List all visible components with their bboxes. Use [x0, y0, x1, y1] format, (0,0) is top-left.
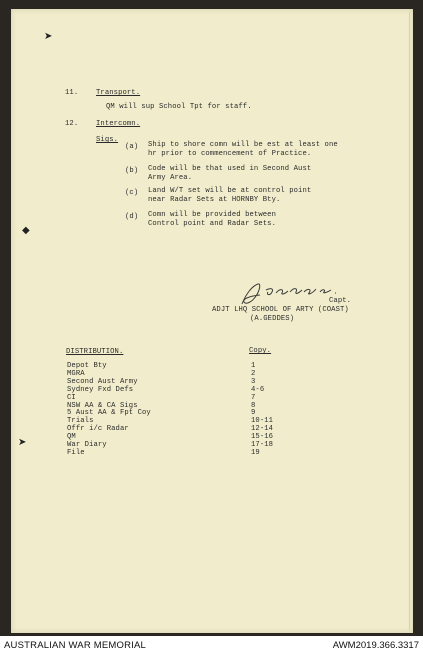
- section-11-title: Transport.: [96, 89, 141, 97]
- tack-mark-top: ➤: [44, 31, 53, 42]
- item-c-line-2: near Radar Sets at HORNBY Bty.: [148, 196, 281, 204]
- tack-mark-middle: ◆: [22, 225, 30, 236]
- distribution-heading: DISTRIBUTION.: [66, 348, 124, 356]
- distribution-copy-number: 12-14: [251, 425, 274, 434]
- section-11-number: 11.: [65, 89, 79, 97]
- distribution-recipient: NSW AA & CA Sigs: [67, 401, 138, 410]
- tack-mark-bottom: ➤: [18, 437, 27, 448]
- item-d-line-2: Control point and Radar Sets.: [148, 220, 276, 228]
- distribution-recipient: War Diary: [67, 441, 107, 449]
- distribution-copy-number: 7: [251, 393, 256, 402]
- item-a-line-2: hr prior to commencement of Practice.: [148, 150, 312, 158]
- distribution-copy-number: 4-6: [251, 385, 265, 394]
- distribution-copy-number: 9: [251, 409, 256, 418]
- section-12-subtitle: Sigs.: [96, 136, 119, 144]
- distribution-recipient: CI: [67, 393, 76, 402]
- distribution-recipient: Sydney Fxd Defs: [67, 385, 134, 394]
- footer-institution: AUSTRALIAN WAR MEMORIAL: [4, 640, 147, 651]
- item-a-line-1: Ship to shore comn will be est at least one: [148, 141, 338, 149]
- distribution-recipient: 5 Aust AA & Fpt Coy: [67, 409, 151, 418]
- footer-accession-number: AWM2019.366.3317: [332, 640, 419, 651]
- distribution-copy-number: 8: [251, 401, 256, 410]
- archive-footer: [0, 636, 423, 653]
- section-11-text: QM will sup School Tpt for staff.: [106, 103, 252, 111]
- distribution-recipient: Depot Bty: [67, 362, 107, 370]
- distribution-copy-number: 2: [251, 369, 256, 378]
- distribution-recipient: File: [67, 448, 85, 457]
- distribution-copy-number: 15-16: [251, 433, 274, 442]
- distribution-copy-number: 1: [251, 362, 256, 370]
- distribution-copy-number: 10-11: [251, 417, 274, 426]
- signature-appointment: ADJT LHQ SCHOOL OF ARTY (COAST): [212, 306, 349, 314]
- distribution-copy-number: 3: [251, 377, 256, 386]
- item-c-line-1: Land W/T set will be at control point: [148, 187, 312, 195]
- item-b-line-1: Code will be that used in Second Aust: [148, 165, 312, 173]
- distribution-recipient: Trials: [67, 417, 94, 426]
- distribution-recipient: QM: [67, 433, 76, 442]
- item-d-label: (d): [125, 213, 139, 221]
- distribution-recipient: Second Aust Army: [67, 377, 138, 386]
- distribution-copy-number: 19: [251, 448, 260, 457]
- item-b-label: (b): [125, 167, 139, 175]
- item-b-line-2: Army Area.: [148, 174, 193, 182]
- signature-rank: Capt.: [329, 297, 352, 305]
- copy-heading: Copy.: [249, 347, 272, 355]
- item-c-label: (c): [125, 189, 139, 197]
- section-12-number: 12.: [65, 120, 79, 128]
- item-d-line-1: Comn will be provided between: [148, 211, 276, 219]
- item-a-label: (a): [125, 143, 139, 151]
- distribution-copy-number: 17-18: [251, 441, 274, 449]
- section-12-title: Intercomn.: [96, 120, 141, 128]
- signature-name: (A.GEDDES): [250, 315, 295, 323]
- distribution-recipient: Offr i/c Radar: [67, 425, 129, 434]
- distribution-recipient: MGRA: [67, 369, 85, 378]
